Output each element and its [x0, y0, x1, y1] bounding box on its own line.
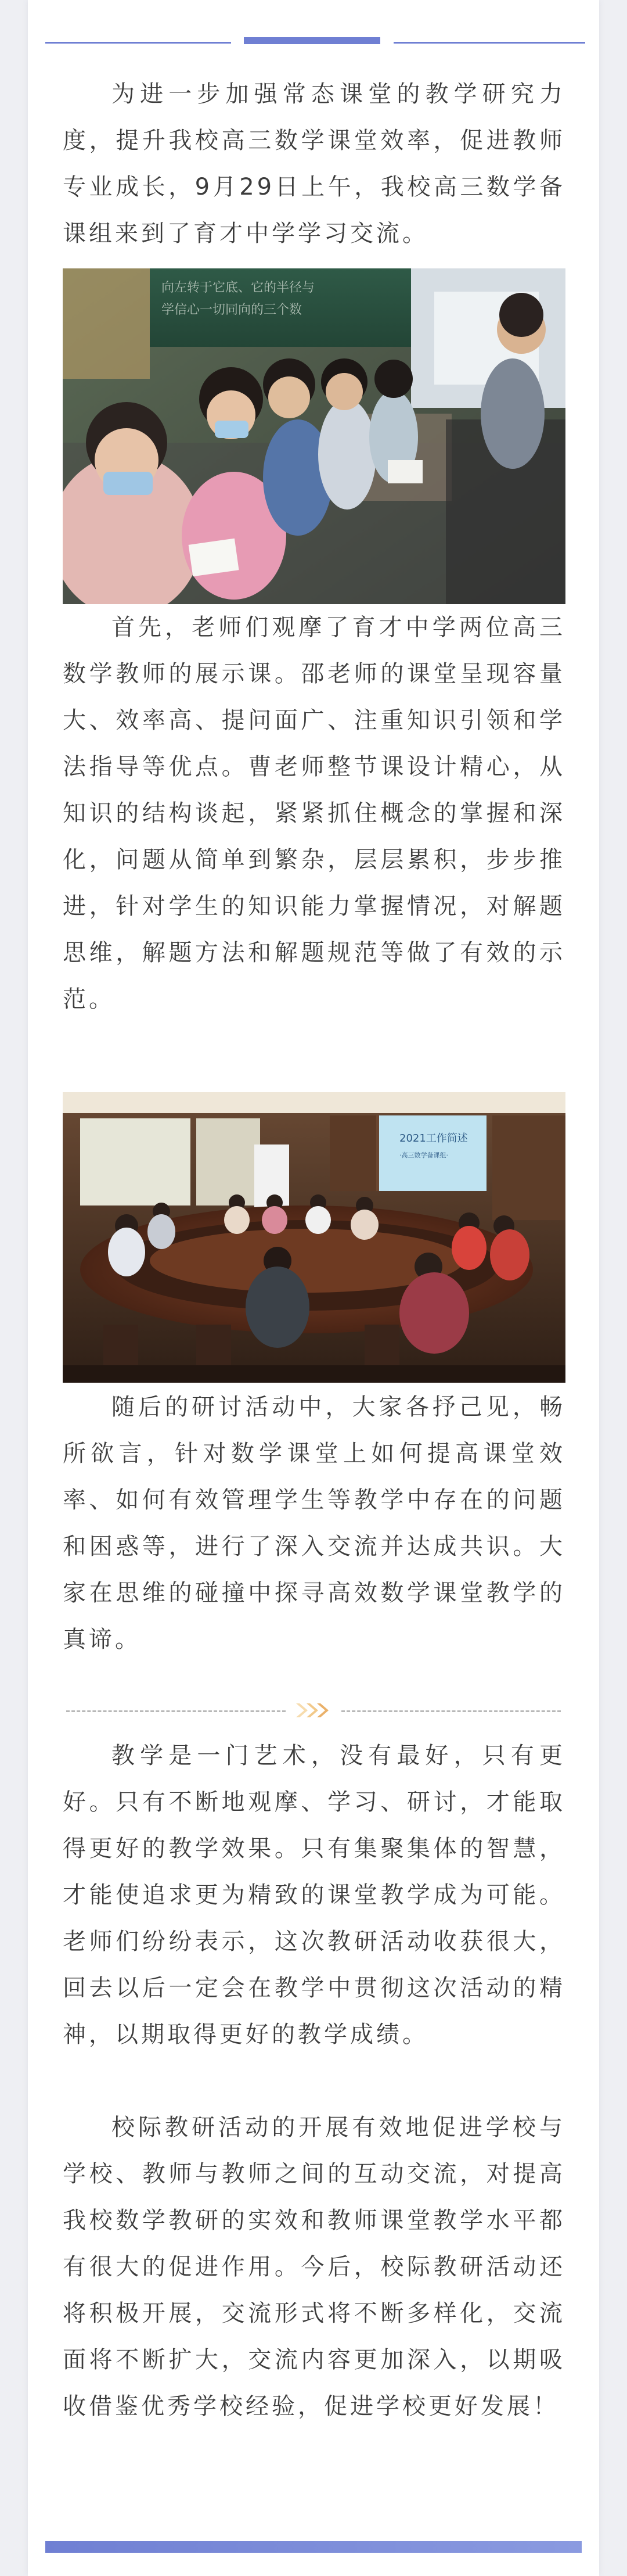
paragraph-seminar: 随后的研讨活动中，大家各抒己见，畅所欲言，针对数学课堂上如何提高课堂效率、如何有效管理学生等教学中存在的问题和困惑等，进行了深入交流并达成共识。大家在思维的碰撞中探寻高效数学课堂教学的真谛。: [63, 1394, 565, 1653]
paragraph-teaching-art: 教学是一门艺术，没有最好，只有更好。只有不断地观摩、学习、研讨，才能取得更好的教学效果。只有集聚集体的智慧，才能使追求更为精致的课堂教学成为可能。老师们纷纷表示，这次教研活动收获很大，回去以后一定会在教学中贯彻这次活动的精神，以期取得更好的教学成绩。: [63, 1742, 565, 2048]
section-divider-right: [341, 1710, 561, 1712]
blackboard-text-line-1: 向左转于它底、它的半径与: [161, 281, 315, 295]
paragraph-intro: 为进一步加强常态课堂的教学研究力度，提升我校高三数学课堂效率，促进教师专业成长，9月29日上午，我校高三数学备课组来到了育才中学学习交流。: [63, 81, 565, 247]
header-divider-right: [394, 42, 585, 44]
classroom-observation-photo: [63, 268, 565, 604]
seminar-meeting-photo: [63, 1092, 565, 1383]
section-divider-left: [66, 1710, 286, 1712]
double-chevron-icon: [290, 1700, 339, 1721]
header-divider-accent: [244, 37, 380, 44]
header-divider-left: [45, 42, 231, 44]
paragraph-lesson-observation: 首先，老师们观摩了育才中学两位高三数学教师的展示课。邵老师的课堂呈现容量大、效率高、提问面广、注重知识引领和学法指导等优点。曹老师整节课设计精心，从知识的结构谈起，紧紧抓住概念的掌握和深化，问题从简单到繁杂，层层累积，步步推进，针对学生的知识能力掌握情况，对解题思维，解题方法和解题规范等做了有效的示范。: [63, 614, 565, 1013]
footer-accent-bar: [45, 2541, 582, 2553]
article-card: [28, 0, 599, 2576]
blackboard-text-line-2: 学信心一切同向的三个数: [161, 303, 302, 317]
screen-title: 2021工作简述: [399, 1132, 468, 1145]
screen-subtitle: ·高三数学备课组·: [399, 1151, 448, 1159]
paragraph-conclusion: 校际教研活动的开展有效地促进学校与学校、教师与教师之间的互动交流，对提高我校数学教研的实效和教师课堂教学水平都有很大的促进作用。今后，校际教研活动还将积极开展，交流形式将不断多样化，交流面将不断扩大，交流内容更加深入，以期吸收借鉴优秀学校经验，促进学校更好发展！: [63, 2114, 565, 2420]
